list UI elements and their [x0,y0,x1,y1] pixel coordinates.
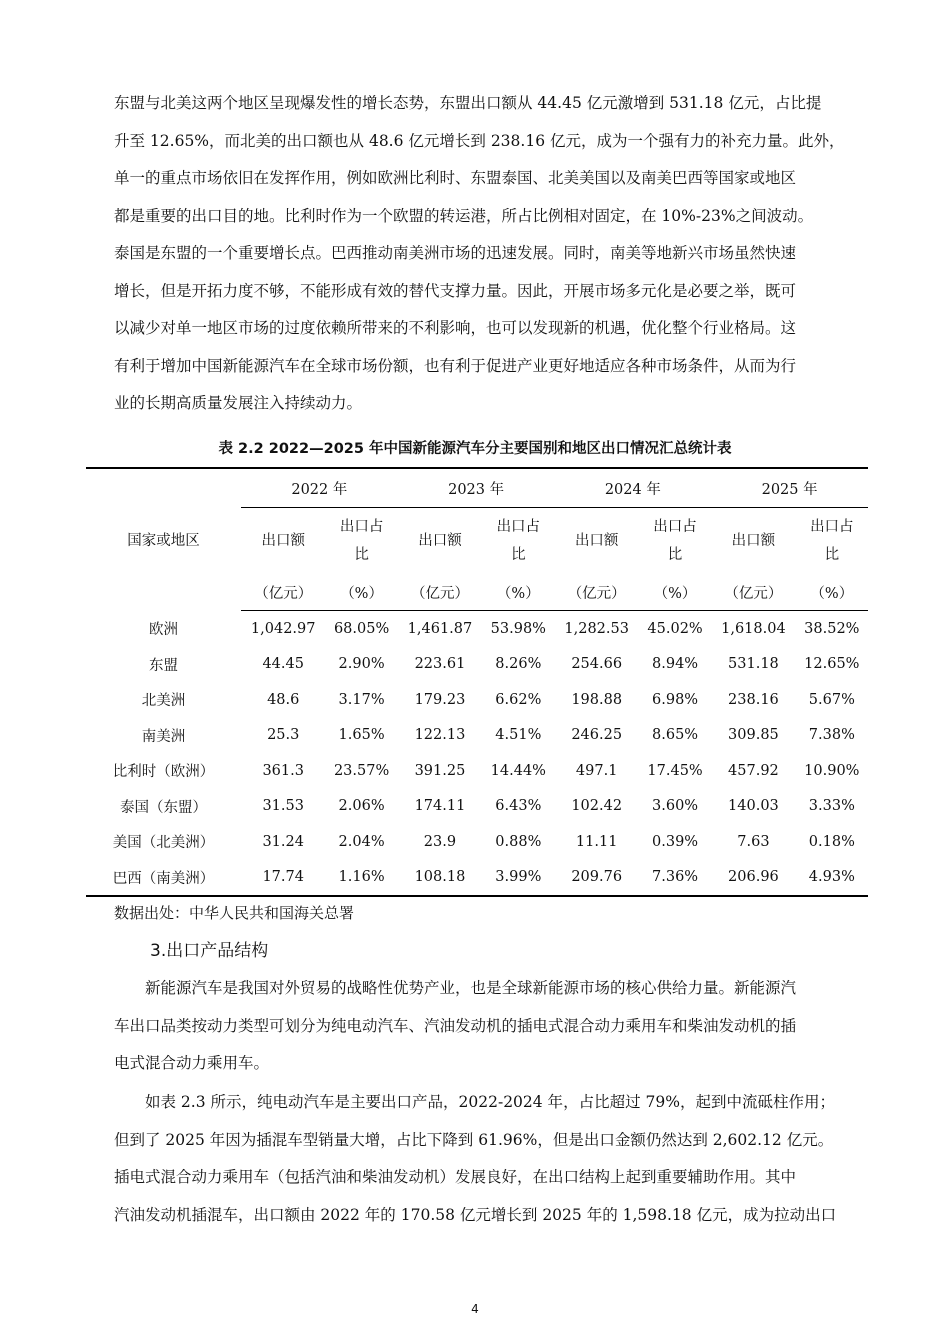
year-header: 2025 年 [711,468,868,508]
share-cell: 0.18% [808,833,855,850]
amount-cell: 17.74 [241,860,325,897]
amount-header: 出口额 [554,508,638,575]
share-cell: 17.45% [647,762,703,779]
body-paragraph-1 [114,85,862,423]
amount-cell: 108.18 [398,860,482,897]
text-line: 新能源汽车是我国对外贸易的战略性优势产业，也是全球新能源市场的核心供给力量。新能源汽 [145,979,797,997]
amount-unit: （亿元） [554,574,638,611]
table-row [86,789,868,825]
amount-cell: 497.1 [575,762,618,779]
amount-cell: 122.13 [414,727,466,744]
year-header: 2022 年 [241,468,398,508]
table-body [86,611,868,897]
amount-cell: 179.23 [414,691,466,708]
region-cell: 北美洲 [141,693,186,710]
table-row [86,647,868,683]
text-line: 都是重要的出口目的地。比利时作为一个欧盟的转运港，所占比例相对固定，在 10%-23%之间波动。 [114,206,814,225]
corner-header: 国家或地区 [86,468,241,611]
table-row [86,682,868,718]
share-cell: 2.06% [338,798,385,815]
amount-header: 出口额 [241,508,325,575]
region-cell: 东盟 [149,657,178,674]
share-unit: （%） [796,574,868,611]
text-line: 插电式混合动力乘用车（包括汽油和柴油发动机）发展良好，在出口结构上起到重要辅助作用。其中 [114,1168,797,1186]
amount-cell: 254.66 [571,656,623,673]
text-line: 汽油发动机插混车，出口额由 2022 年的 170.58 亿元增长到 2025 年的 1,598.18 亿元，成为拉动出口 [114,1205,837,1224]
region-cell: 欧洲 [149,622,178,638]
region-cell: 比利时（欧洲） [112,764,215,781]
share-cell: 8.26% [495,656,542,673]
data-source-note: 数据出处：中华人民共和国海关总署 [114,904,355,922]
share-header: 出口占 比 [639,508,711,575]
amount-cell: 206.96 [711,860,795,897]
amount-unit: （亿元） [241,574,325,611]
amount-cell: 391.25 [414,762,466,779]
text-line: 升至 12.65%，而北美的出口额也从 48.6 亿元增长到 238.16 亿元，成为一个强有力的补充力量。此外， [114,131,845,150]
share-header: 出口占 比 [325,508,397,575]
amount-unit: （亿元） [711,574,795,611]
share-cell: 3.99% [482,860,554,897]
share-cell: 10.90% [804,762,860,779]
share-header: 出口占 比 [796,508,868,575]
share-cell: 8.94% [652,656,699,673]
region-cell: 南美洲 [141,728,186,745]
share-cell: 3.17% [338,691,385,708]
text-line: 增长，但是开拓力度不够，不能形成有效的替代支撑力量。因此，开展市场多元化是必要之举，既可 [114,281,797,300]
share-cell: 6.98% [652,691,699,708]
share-cell: 4.93% [796,860,868,897]
amount-cell: 31.24 [262,833,304,850]
text-line: 东盟与北美这两个地区呈现爆发性的增长态势，东盟出口额从 44.45 亿元激增到 531.18 亿元，占比提 [114,94,822,112]
share-unit: （%） [482,574,554,611]
share-cell: 5.67% [808,691,855,708]
amount-cell: 198.88 [571,691,623,708]
year-header: 2023 年 [398,468,555,508]
text-line: 车出口品类按动力类型可划分为纯电动汽车、汽油发动机的插电式混合动力乘用车和柴油发动机的插 [114,1016,797,1035]
amount-header: 出口额 [398,508,482,575]
share-cell: 2.04% [338,833,385,850]
share-cell: 14.44% [490,762,546,779]
amount-cell: 209.76 [554,860,638,897]
amount-cell: 174.11 [414,798,466,815]
year-header: 2024 年 [554,468,711,508]
amount-unit: （亿元） [398,574,482,611]
share-cell: 3.33% [808,798,855,815]
amount-cell: 223.61 [414,656,466,673]
share-cell: 2.90% [338,656,385,673]
text-line: 电式混合动力乘用车。 [114,1054,270,1072]
amount-cell: 1,461.87 [407,620,473,637]
amount-cell: 11.11 [575,833,618,850]
share-cell: 0.88% [495,833,542,850]
amount-cell: 140.03 [728,798,779,815]
share-unit: （%） [325,574,397,611]
amount-cell: 44.45 [262,656,304,673]
region-cell: 泰国（东盟） [120,799,207,816]
amount-cell: 102.42 [571,798,623,815]
region-cell: 巴西（南美洲） [86,860,241,897]
table-row [86,860,868,897]
share-cell: 1.65% [338,727,385,744]
amount-cell: 309.85 [728,727,779,744]
table-row [86,753,868,789]
text-line: 单一的重点市场依旧在发挥作用，例如欧洲比利时、东盟泰国、北美美国以及南美巴西等国家或地区 [114,169,797,187]
amount-cell: 246.25 [571,727,623,744]
text-line: 如表 2.3 所示，纯电动汽车是主要出口产品，2022-2024 年，占比超过 79%，起到中流砥柱作用； [145,1093,835,1111]
share-header: 出口占 比 [482,508,554,575]
amount-cell: 238.16 [728,691,779,708]
share-cell: 7.38% [808,727,855,744]
page-number: 4 [471,1302,479,1316]
amount-cell: 7.63 [737,833,770,850]
amount-cell: 48.6 [267,691,300,708]
share-cell: 68.05% [333,620,390,637]
share-cell: 6.43% [495,798,542,815]
amount-cell: 531.18 [728,656,779,673]
amount-cell: 457.92 [728,762,779,779]
share-cell: 4.51% [495,727,542,744]
text-line: 泰国是东盟的一个重要增长点。巴西推动南美洲市场的迅速发展。同时，南美等地新兴市场虽然快速 [114,244,797,262]
text-line: 以减少对单一地区市场的过度依赖所带来的不利影响，也可以发现新的机遇，优化整个行业格局。这 [114,319,797,337]
share-cell: 53.98% [490,620,546,637]
share-cell: 12.65% [804,656,860,673]
share-cell: 1.16% [325,860,397,897]
amount-header: 出口额 [711,508,795,575]
share-cell: 38.52% [804,620,860,637]
text-line: 业的长期高质量发展注入持续动力。 [114,394,363,412]
text-line: 有利于增加中国新能源汽车在全球市场份额，也有利于促进产业更好地适应各种市场条件，从而为行 [114,356,797,375]
share-cell: 8.65% [652,727,699,744]
body-paragraph-2 [114,970,862,1083]
amount-cell: 31.53 [262,798,304,815]
share-cell: 23.57% [333,762,390,779]
amount-cell: 1,042.97 [250,620,316,637]
share-cell: 45.02% [647,620,703,637]
body-paragraph-3 [114,1084,862,1234]
amount-cell: 23.9 [423,833,457,850]
share-unit: （%） [639,574,711,611]
table-row [86,718,868,754]
table-row [86,611,868,647]
share-cell: 7.36% [639,860,711,897]
amount-cell: 361.3 [262,762,304,779]
amount-cell: 1,618.04 [721,620,786,637]
export-statistics-table [86,467,868,897]
table-row [86,824,868,860]
amount-cell: 1,282.53 [564,620,629,637]
amount-cell: 25.3 [267,727,300,744]
region-cell: 美国（北美洲） [112,835,215,852]
table-caption: 表 2.2 2022—2025 年中国新能源汽车分主要国别和地区出口情况汇总统计表 [218,441,732,457]
share-cell: 3.60% [652,798,699,815]
section-heading: 3.出口产品结构 [150,941,269,961]
text-line: 但到了 2025 年因为插混车型销量大增，占比下降到 61.96%，但是出口金额仍然达到 2,602.12 亿元。 [114,1130,834,1149]
share-cell: 0.39% [652,833,699,850]
share-cell: 6.62% [495,691,542,708]
